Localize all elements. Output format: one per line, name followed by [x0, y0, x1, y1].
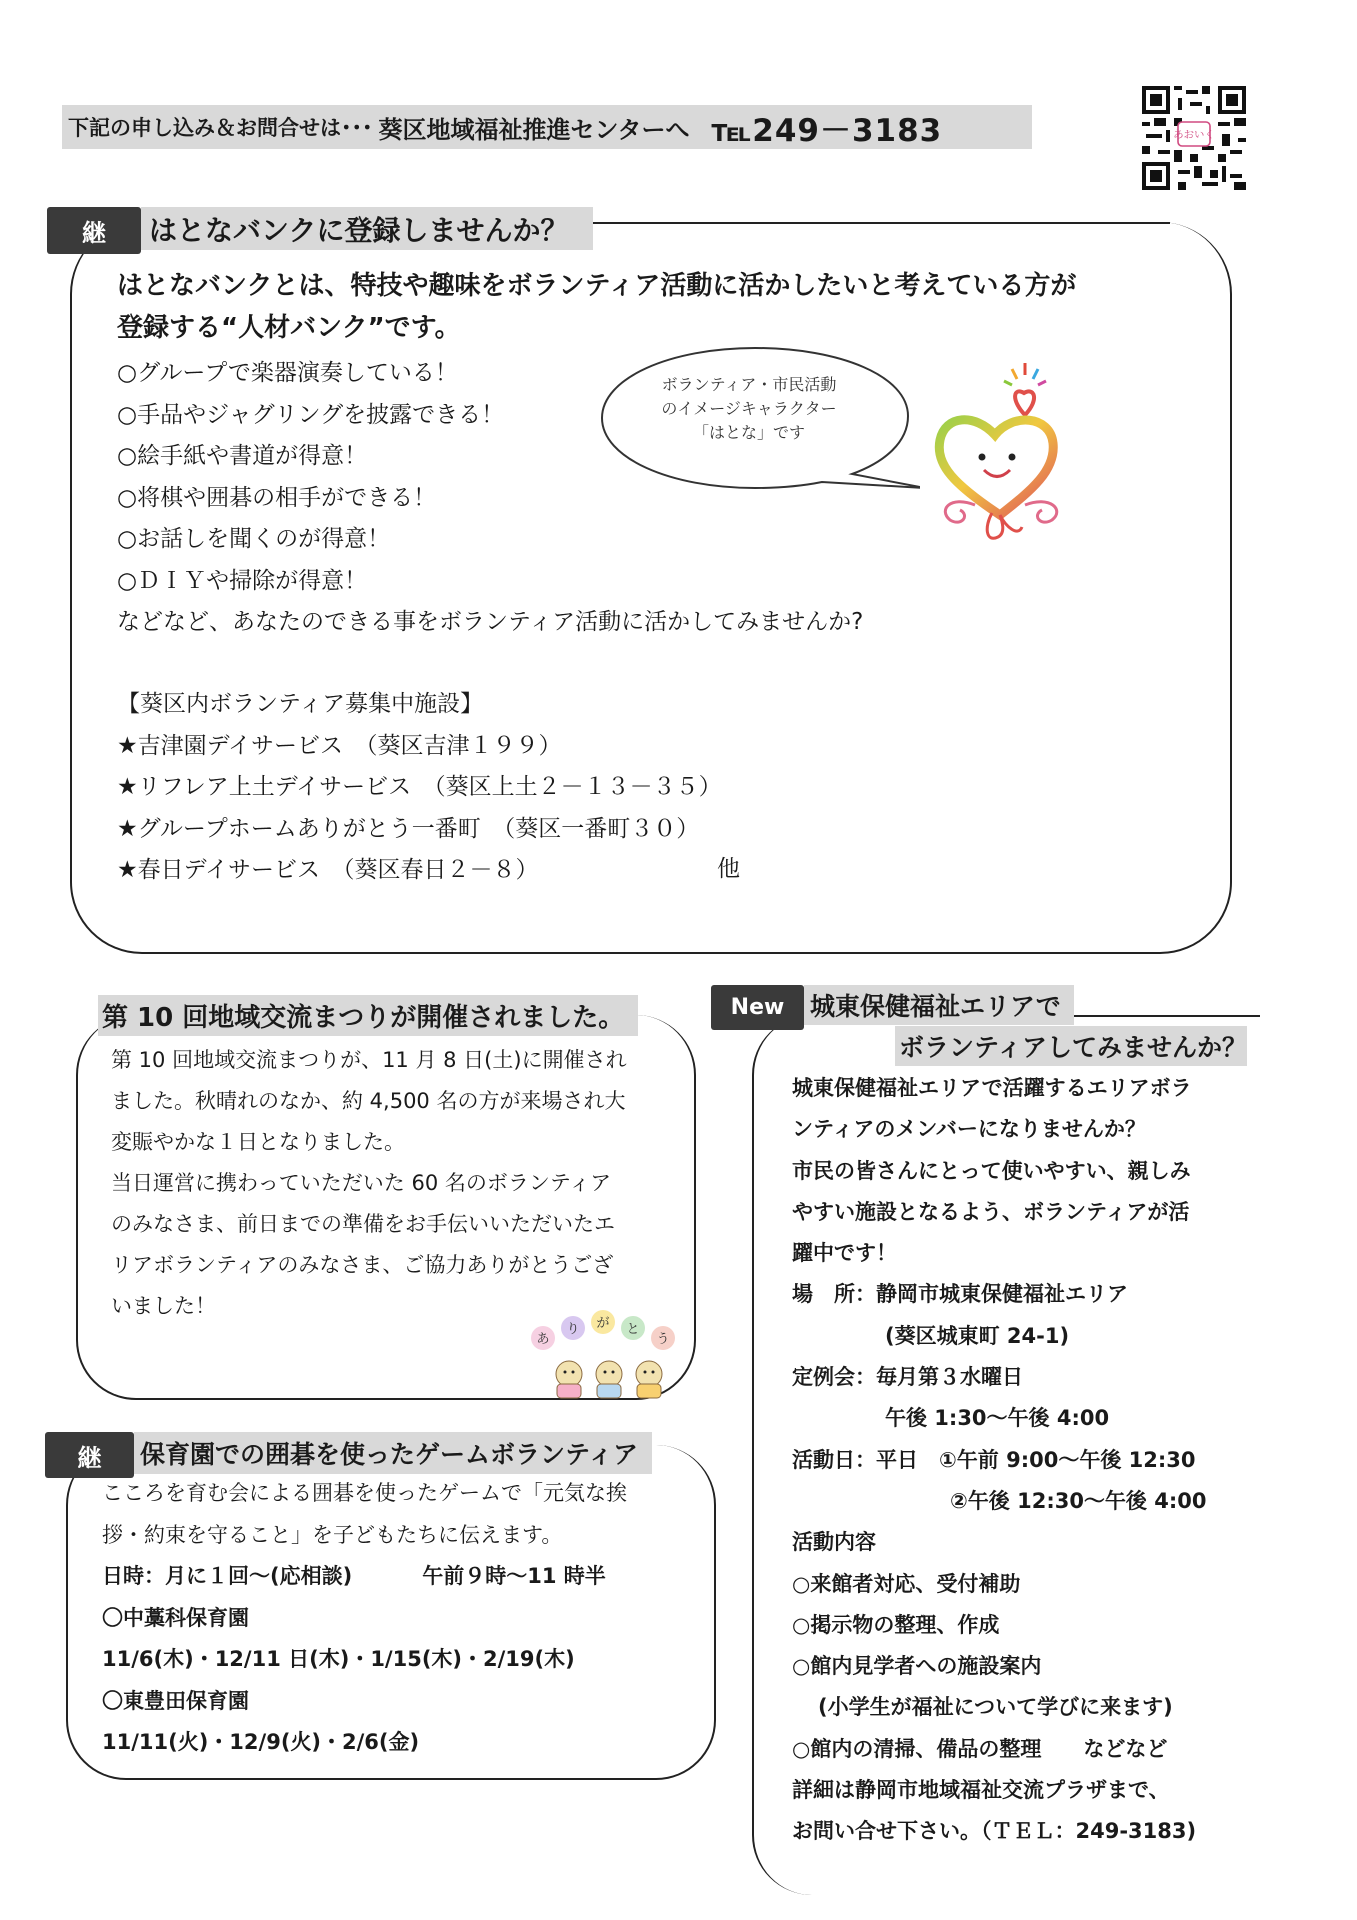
go-line: こころを育む会による囲碁を使ったゲームで「元気な挨 [102, 1481, 627, 1505]
thanks-char: う [656, 1332, 670, 1347]
festival-line: 変賑やかな１日となりました。 [111, 1130, 405, 1154]
list-item: ○館内見学者への施設案内 [792, 1654, 1042, 1679]
list-item: ○館内の清掃、備品の整理 などなど [792, 1736, 1168, 1761]
festival-line: リアボランティアのみなさま、ご協力ありがとうござ [111, 1253, 614, 1277]
list-item: ★春日デイサービス （葵区春日２－８） [117, 857, 539, 883]
bubble-line: ボランティア・市民活動 [661, 375, 837, 394]
joto-intro-line: やすい施設となるよう、ボランティアが活 [792, 1199, 1190, 1224]
joto-title-line2: ボランティアしてみませんか？ [895, 1026, 1247, 1066]
festival-line: 当日運営に携わっていただいた 60 名のボランティア [111, 1171, 612, 1195]
thanks-char: あ [536, 1332, 550, 1347]
go-line: 拶・約束を守ること」を子どもたちに伝えます。 [102, 1522, 563, 1547]
header-lead: 下記の申し込み＆お問合せは･･･ [68, 116, 373, 140]
list-item: ○絵手紙や書道が得意！ [117, 443, 368, 469]
continued-tag: 継 [45, 1432, 134, 1478]
joto-place-address: (葵区城東町 24-1) [885, 1323, 1070, 1348]
list-item: などなど、あなたのできる事をボランティア活動に活かしてみませんか? [117, 609, 864, 635]
thanks-char: が [596, 1316, 610, 1331]
hatona-intro-line: 登録する“人材バンク”です。 [117, 313, 461, 343]
list-item: ○グループで楽器演奏している！ [117, 360, 458, 386]
joto-activity-days: 活動日：平日 ①午前 9:00～午後 12:30 [792, 1447, 1196, 1472]
festival-line: ました。秋晴れのなか、約 4,500 名の方が来場され大 [111, 1089, 626, 1113]
joto-intro-line: 城東保健福祉エリアで活躍するエリアボラ [792, 1076, 1192, 1100]
facility-heading: 【葵区内ボランティア募集中施設】 [117, 691, 484, 717]
joto-title-line1: 城東保健福祉エリアで [804, 985, 1074, 1025]
go-dates: 11/6(木)・12/11 日(木)・1/15(木)・2/19(木) [102, 1647, 575, 1671]
joto-title-rule [1060, 1015, 1260, 1017]
facility-etc: 他 [717, 856, 740, 882]
festival-line: のみなさま、前日までの準備をお手伝いいただいたエ [111, 1212, 615, 1236]
list-item: ○手品やジャグリングを披露できる！ [117, 401, 505, 428]
go-body [102, 1473, 702, 1764]
joto-intro-line: 躍中です！ [792, 1241, 897, 1266]
list-item: ★吉津園デイサービス （葵区吉津１９９） [117, 732, 562, 759]
joto-body [792, 1068, 1252, 1853]
list-item: ○ＤＩＹや掃除が得意！ [117, 567, 368, 594]
header-center-name: 葵区地域福祉推進センターへ [378, 115, 690, 144]
joto-detail: お問い合せ下さい。（ＴＥＬ：249-3183) [792, 1819, 1197, 1844]
festival-body [111, 1040, 671, 1327]
qr-code [1142, 86, 1246, 190]
joto-place: 場 所：静岡市城東保健福祉エリア [792, 1282, 1128, 1307]
go-schedule-label: 日時：月に１回～(応相談) [102, 1564, 353, 1588]
go-dates: 11/11(火)・12/9(火)・2/6(金) [102, 1730, 420, 1754]
phone-mark-icon: ℡ [711, 112, 753, 149]
list-item: ○来館者対応、受付補助 [792, 1571, 1021, 1596]
joto-intro-line: 市民の皆さんにとって使いやすい、親しみ [792, 1158, 1191, 1183]
thanks-char: と [626, 1322, 640, 1337]
thanks-char: り [566, 1322, 580, 1337]
joto-contents-note: (小学生が福祉について学びに来ます) [818, 1695, 1173, 1720]
continued-tag: 継 [47, 207, 141, 254]
festival-line: 第 10 回地域交流まつりが、11 月 8 日(土)に開催され [111, 1048, 627, 1072]
joto-detail: 詳細は静岡市地域福祉交流プラザまで、 [792, 1778, 1170, 1803]
header-tel [712, 105, 943, 150]
hatona-intro [117, 265, 1167, 349]
bubble-line: 「はとな」です [692, 423, 805, 442]
joto-content-heading: 活動内容 [792, 1530, 876, 1555]
hatona-title: はとなバンクに登録しませんか？ [141, 207, 593, 250]
facility-list [117, 684, 722, 892]
go-schedule-time: 午前９時～11 時半 [422, 1564, 606, 1588]
hatona-intro-line: はとなバンクとは、特技や趣味をボランティア活動に活かしたいと考えている方が [117, 271, 1077, 301]
header-tel-number: 249－3183 [752, 112, 943, 149]
new-tag: New [711, 985, 804, 1030]
festival-title: 第 10 回地域交流まつりが開催されました。 [98, 995, 638, 1036]
list-item: ★リフレア上土デイサービス （葵区上土２－１３－３５） [117, 774, 722, 800]
qr-label: あおいく [1173, 129, 1215, 141]
festival-line: いました！ [111, 1294, 216, 1318]
joto-meeting-time: 午後 1:30～午後 4:00 [885, 1406, 1110, 1431]
go-nursery: 〇東豊田保育園 [102, 1688, 249, 1713]
joto-intro-line: ンティアのメンバーになりませんか？ [792, 1117, 1146, 1142]
go-schedule [102, 1556, 702, 1598]
go-nursery: 〇中藁科保育園 [102, 1605, 249, 1630]
bubble-line: のイメージキャラクター [661, 399, 837, 418]
hatona-title-rule [580, 222, 1170, 224]
list-item: ○掲示物の整理、作成 [792, 1612, 1000, 1637]
hatona-mascot-icon [920, 355, 1080, 555]
list-item: ○お話しを聞くのが得意！ [117, 526, 391, 552]
thanks-illustration-icon [525, 1308, 685, 1400]
contact-header [62, 105, 1032, 149]
list-item: ★グループホームありがとう一番町 （葵区一番町３０） [117, 815, 700, 842]
bubble-text [614, 373, 884, 445]
joto-meeting: 定例会：毎月第３水曜日 [792, 1365, 1023, 1390]
joto-activity-days2: ②午後 12:30～午後 4:00 [950, 1488, 1207, 1513]
go-title: 保育園での囲碁を使ったゲームボランティア [134, 1432, 652, 1474]
list-item: ○将棋や囲碁の相手ができる！ [117, 484, 437, 511]
